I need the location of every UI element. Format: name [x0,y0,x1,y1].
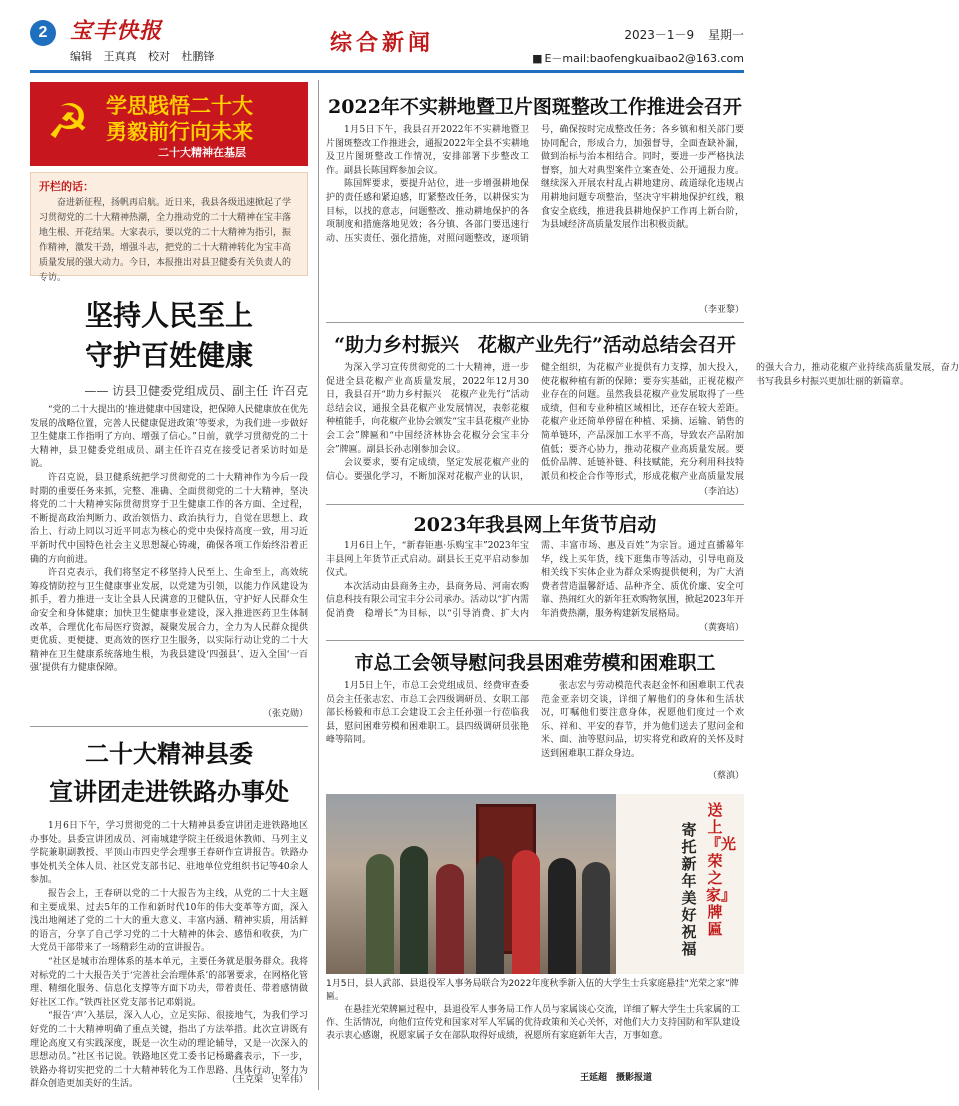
byline: （蔡滇） [707,771,744,781]
article-headline: 2022年不实耕地暨卫片图斑整改工作推进会召开 [328,96,742,118]
issue-date [624,26,744,43]
article-body [326,362,959,486]
photo-description-line: 1月5日，县人武部、县退役军人事务局联合为2022年度秋季新入伍的大学生士兵家庭悬挂“光荣之家”牌匾。 [326,979,739,1002]
paragraph: 本次活动由县商务主办，县商务局、河南农购信息科技有限公司宝丰分公司承办。活动以“扩内需 促消费 稳增长”为目标，以“引导消费、扩大内需、丰富市场、惠及百姓”为宗旨。通过直播幕年华，线上买年货，线下逛集市等活动，引导电商及相关线下实体企业为群众采购提供便利，为广大消费者营造温馨舒适、品种齐全、质优价廉、安全可靠、热闹红火的新年狂欢购物氛围，掀起2023年开年消费热潮，服务构建新发展格局。 [326,541,744,619]
article-headline: 市总工会领导慰问我县困难劳模和困难职工 [354,652,716,674]
column-divider [318,80,319,1090]
editor-name: 王真真 [103,50,137,63]
editor-label: 编辑 [70,50,92,63]
banner-subtitle: 二十大精神在基层 [158,146,246,159]
paragraph: 1月5日上午，市总工会党组成员、经费审查委员会主任张志宏、市总工会四级调研员、女职工部部长杨毅和市总工会建设工会主任孙强一行莅临我县，慰问困难劳模和困难职工。县四级调研员张艳峰等陪同。 [326,681,529,746]
photo-description [326,978,744,1043]
paragraph: “社区是城市治理体系的基本单元，主要任务就是服务群众。我将对标党的二十大报告关于‘完善社会治理体系’的部署要求，在网格化管理、精细化服务、信息化支撑等方面下功夫，带着责任、带着感情做好社区工作。”铁西社区党支部书记邓娟说。 [30,956,308,1008]
article-body [326,124,744,304]
page-number: 2 [30,20,56,46]
paragraph: 1月6日上午，“新春钜惠·乐购宝丰”2023年宝丰县网上年货节正式启动。副县长王克平启动参加仪式。 [326,541,529,579]
photo-person [582,862,610,974]
article-subhead: —— 访县卫健委党组成员、副主任 许召克 [84,384,308,398]
paragraph: 许召克表示，我们将坚定不移坚持人民至上、生命至上，高效统筹疫情防控与卫生健康事业发展，以党建为引领，以能力作风建设为抓手，着力推进一支让全县人民满意的卫健队伍，守护好人民群众生命安全和身体健康；加快卫生健康事业建设，深入推进医药卫生体制改革，合理优化布局医疗资源，凝聚发展合力，全力为人民群众提供更优质、更便捷、更高效的医疗卫生服务，以实际行动让党的二十大精神在卫生健康系统落地生根，为我县建设‘四强县’、迈入全国‘一百强’提供有力健康保障。 [30,568,308,674]
article-headline: “助力乡村振兴 花椒产业先行”活动总结会召开 [334,334,736,356]
paragraph: 1月5日下午，我县召开2022年不实耕地暨卫片图斑整改工作推进会，通报2022年全县不实耕地及卫片图斑整改工作情况，安排部署下步整改工作。副县长陈国辉参加会议。 [326,125,529,176]
paragraph: 为深入学习宣传贯彻党的二十大精神，进一步促进全县花椒产业高质量发展，2022年12月30日，我县召开“助力乡村振兴 花椒产业先行”活动总结会议，通报全县花椒产业发展情况，表彰花椒种植能手，向花椒产业协会颁发“宝丰县花椒产业协会工会”牌匾和“中国经济林协会花椒分会宝丰分会”牌匾。副县长孙志刚参加会议。 [326,363,529,455]
photo-person [400,846,428,974]
byline: （李泊达） [698,487,744,497]
paragraph: 1月6日下午，学习贯彻党的二十大精神县委宣讲团走进铁路地区办事处。县委宣讲团成员、河南城建学院主任级退休教师、马列主义学院兼职副教授、平顶山市四史学会理事王春研作宣讲报告。铁路办事处机关全体人员、社区党支部书记、驻地单位党组织书记等40余人参加。 [30,821,308,886]
article-body [30,404,308,708]
byline: （王克渠 史军伟） [226,1075,308,1085]
photo-person [436,864,464,974]
divider [326,504,744,505]
article-headline: 2023年我县网上年货节启动 [413,514,657,536]
column-intro [30,172,308,283]
divider [30,726,308,727]
photo-person [476,856,504,974]
column-banner [30,82,308,166]
banner-title-line2: 勇毅前行向未来 [106,119,253,144]
banner-title-line1: 学思践悟二十大 [106,93,253,118]
intro-body: 奋进新征程，扬帆再启航。近日来，我县各级迅速掀起了学习贯彻党的二十大精神热潮，全力推动党的二十大精神在宝丰落地生根、开花结果。大家表示，要以党的二十大精神为指引，振作精神，激发干劲，增强斗志，把党的二十大精神转化为宝丰高质量发展的强大动力。今日，本报推出对县卫健委有关负责人的专访。 [39,198,292,283]
article-body [326,540,744,622]
masthead [30,12,744,70]
byline: （黄赛培） [698,623,744,633]
paragraph: 许召克说，县卫健系统把学习贯彻党的二十大精神作为今后一段时期的重要任务来抓，完整、准确、全面贯彻党的二十大精神，坚决将党的二十大精神实际贯彻贯穿于卫生健康工作的各方面、全过程，不断提高政治判断力、政治领悟力、政治执行力，自觉在思想上、政治上、行动上同以习近平同志为核心的党中央保持高度一致，用习近平新时代中国特色社会主义思想凝心铸魂，确保各项工作始终沿着正确的方向前进。 [30,472,308,565]
paper-name: 宝丰快报 [70,18,163,44]
weekday: 星期一 [707,28,744,42]
article-body [326,680,744,770]
article-headline: 坚持人民至上 [84,299,253,332]
section-title: 综合新闻 [330,31,435,56]
paragraph: “报告‘声’入基层，深入人心，立足实际、很接地气，为我们学习好党的二十大精神明确了重点关键，指出了方法举措。此次宣讲既有理论高度又有实践深度，既是一次生动的理论辅导，又是一次深入的思想动员。”社区书记说。铁路地区党工委书记杨璐鑫表示，下一步，铁路办将切实把党的二十大精神转化为工作思路、具体行动，努力为群众创造更加美好的生活。 [30,1011,308,1090]
divider [326,640,744,641]
byline: （李亚黎） [698,305,744,315]
editor-credits [70,48,223,64]
article-headline: 二十大精神县委 [85,740,253,768]
proofreader-label: 校对 [148,50,170,63]
photo-person [548,858,576,974]
byline: （张克勋） [262,709,308,719]
news-photo [326,794,744,974]
date: 2023－1－9 [624,28,695,42]
photo-person [512,850,540,974]
photo-caption-panel [616,794,744,974]
paragraph: 报告会上，王春研以党的二十大报告为主线，从党的二十大主题和主要成果、过去5年的工作和新时代10年的伟大变革等方面，深入浅出地阐述了党的二十大的重大意义、丰富内涵、精神实质，用活鲜的语言，分享了自己学习党的二十大精神的体会、感悟和收获，为广大党员干部带来了一场精彩生动的宣讲报告。 [30,888,308,954]
photo-person [366,854,394,974]
photo-credit: 王延超 摄影报道 [580,1073,653,1083]
divider [326,322,744,323]
paragraph: “党的二十大提出的‘推进健康中国建设，把保障人民健康放在优先发展的战略位置，完善人民健康促进政策’等要求，为我们进一步做好卫生健康工作指明了方向、增强了信心。”日前，就学习贯彻党的二十大精神，县卫健委党组成员、副主任许召克在接受记者采访时如是说。 [30,405,308,470]
photo-caption-red: 送上『光荣之家』牌匾 [706,801,737,938]
article-headline: 守护百姓健康 [84,339,253,372]
hammer-sickle-icon: ☭ [46,94,90,150]
paragraph: 陈国辉要求，要提升站位，进一步增强耕地保护的责任感和紧迫感，盯紧整改任务，以耕保实为目标，以找的意志，问题整改、推动耕地保护的各项制度和措施落地见效；各分镇、各部门要迅速行动、压实责任、强化措施，对照问题整改，逐项销号，确保按时完成整改任务；各乡镇和相关部门要协同配合，形成合力，加强督导，全面查缺补漏，做到治标与治本相结合。同时，要进一步严格执法督察，加大对典型案件立案查处、公开通报力度。继续深入开展农村乱占耕地建房、疏道绿化违规占用耕地问题专项整治，坚决守牢耕地保护红线，粮食安全底线，推进我县耕地保护工作再上新台阶，为县域经济高质量发展作出积极贡献。 [326,125,744,244]
intro-title: 开栏的话： [39,180,94,193]
masthead-rule [30,70,744,73]
photo-description-line: 在悬挂光荣牌匾过程中，县退役军人事务局工作人员与家属谈心交流，详细了解大学生士兵家属的工作、生活情况，向他们宣传党和国家对军人军属的优待政策和关心关怀，对他们大力支持国防和军队建设表示衷心感谢，祝愿家属子女在部队取得好成绩，祝愿所有家庭新年大吉，万事如意。 [326,1005,741,1041]
paragraph: 张志宏与劳动模范代表赵金怀和困难职工代表范金亚亲切交谈，详细了解他们的身体和生活状况，叮嘱他们要注意身体，祝愿他们度过一个欢乐、祥和、平安的春节，并为他们送去了慰问金和米、面、油等慰问品，切实将党和政府的关怀及时送到困难职工群众身边。 [541,681,744,759]
proofreader-name: 杜鹏锋 [181,50,215,63]
article-headline: 宣讲团走进铁路办事处 [49,778,289,806]
contact-email: ■ E－mail:baofengkuaibao2@163.com [532,50,744,66]
paragraph: 会议要求，要有定成绩，坚定发展花椒产业的信心。要强化学习，不断加深对花椒产业的认识，健全组织，为花椒产业提供有力支撑，加大投入，使花椒种植有新的保障；要夯实基础，正视花椒产业存在的问题。虽然我县花椒产业发展取得了一些成绩，但和专业种植区域相比，还存在较大差距。花椒产业还简单停留在种植、采摘、运输、销售的简单链环，产品深加工水平不高，导致农产品附加值低；要齐心协力，推动花椒产业高质量发展。要低价品牌、延链补链、科技赋能，充分利用科技特派员和校企合作等形式，形成花椒产业高质量发展的强大合力，推动花椒产业持续高质量发展，奋力书写我县乡村振兴更加壮丽的新篇章。 [326,363,959,482]
photo-caption-black: 寄托新年美好祝福 [681,821,697,958]
